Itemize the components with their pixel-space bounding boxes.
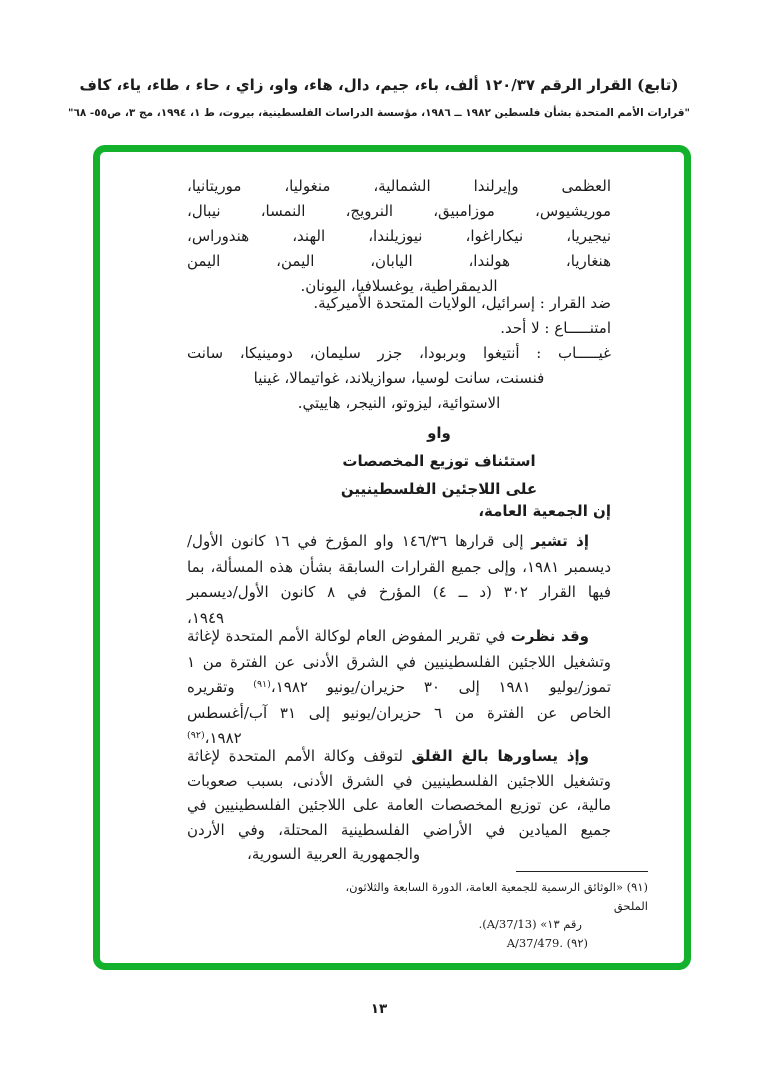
text-line: جميع الميادين في الأراضي الفلسطينية المحتلة، وفي الأردن — [187, 820, 611, 839]
absent-line: غيـــــاب : أنتيغوا وبربودا، جزر سليمان، دومينيكا، سانت — [187, 344, 611, 362]
text-line: الخاص عن الفترة من ٦ حزيران/يونيو إلى ٣١ آب/أغسطس — [187, 703, 611, 722]
text-line: فيها القرار ٣٠٢ (د ــ ٤) المؤرخ في ٨ كانون الأول/ديسمبر — [187, 583, 612, 601]
footnote-marker: (٩٢) — [566, 935, 588, 950]
text-line — [187, 675, 611, 701]
document-symbol: A/37/479. — [506, 935, 563, 950]
text-line — [187, 624, 611, 650]
page-number: ١٣ — [370, 1001, 388, 1017]
opening-phrase: إن الجمعية العامة، — [478, 502, 611, 520]
text-line: نيجيريا، نيكاراغوا، نيوزيلندا، الهند، هندوراس، — [187, 227, 611, 245]
against-line: ضد القرار : إسرائيل، الولايات المتحدة الأميركية. — [313, 294, 611, 312]
paragraph-2 — [187, 624, 611, 752]
text-segment: ١٩٨٢، — [204, 729, 242, 747]
section-title-line: استئناف توزيع المخصصات — [342, 452, 536, 470]
section-heading — [267, 419, 611, 503]
text-line: مالية، عن توزيع المخصصات العامة على اللاجئين الفلسطينيين في — [187, 796, 611, 814]
section-letter: واو — [427, 424, 451, 442]
text-line: وتشغيل اللاجئين الفلسطينيين في الشرق الأدنى، بسبب صعوبات — [187, 771, 611, 790]
footnote-divider — [516, 871, 648, 872]
paragraph-lead: وقد نظرت — [510, 627, 589, 645]
text-line: ديسمبر ١٩٨١، وإلى جميع القرارات السابقة بشأن هذه المسألة، بما — [187, 557, 611, 576]
text-line: العظمى وإيرلندا الشمالية، منغوليا، موريتانيا، — [187, 177, 611, 195]
text-line: ١٩٤٩، — [187, 608, 225, 627]
text-line — [187, 744, 611, 769]
vote-results-block — [187, 291, 611, 416]
countries-continuation-block — [187, 174, 611, 299]
text-line — [187, 529, 611, 555]
footnotes-block — [318, 878, 648, 952]
absent-line: فنسنت، سانت لوسيا، سوازيلاند، غواتيمالا، غينيا — [253, 369, 545, 387]
text-line: والجمهورية العربية السورية، — [247, 845, 421, 863]
footnote-ref-91: (٩١) — [253, 679, 271, 690]
text-line: وتشغيل اللاجئين الفلسطينيين في الشرق الأدنى عن الفترة من ١ — [187, 652, 611, 671]
footnote-91-line1: (٩١) «الوثائق الرسمية للجمعية العامة، الدورة السابعة والثلاثون، الملحق — [345, 880, 648, 913]
paragraph-lead: وإذ يساورها بالغ القلق — [411, 747, 589, 765]
text-segment: وتقريره — [187, 678, 254, 696]
text-line: موريشيوس، موزامبيق، النرويج، النمسا، نيبال، — [187, 202, 611, 220]
abstain-line: امتنـــــاع : لا أحد. — [500, 319, 611, 337]
source-citation: "قرارات الأمم المتحدة بشأن فلسطين ١٩٨٢ ــ ١٩٨٦، مؤسسة الدراسات الفلسطينية، بيروت، ط ١، ١٩٩٤، مج ٣، ص٥٥- ٦٨" — [67, 107, 691, 119]
footnote-ref-92: (٩٢) — [187, 730, 205, 741]
footnote-91-line2: رقم ١٣» (A/37/13). — [478, 917, 582, 931]
text-segment: تموز/يوليو ١٩٨١ إلى ٣٠ حزيران/يونيو ١٩٨٢، — [270, 678, 611, 696]
page-title: (تابع) القرار الرقم ١٢٠/٣٧ ألف، باء، جيم، دال، هاء، واو، زاي ، حاء ، طاء، ياء، كاف — [79, 76, 679, 94]
text-segment: لتوقف وكالة الأمم المتحدة لإغاثة — [187, 747, 412, 765]
text-segment: في تقرير المفوض العام لوكالة الأمم المتحدة لإغاثة — [187, 627, 511, 645]
paragraph-lead: إذ تشير — [531, 532, 589, 550]
text-line: هنغاريا، هولندا، اليابان، اليمن، اليمن — [187, 252, 611, 270]
absent-line: الاستوائية، ليزوتو، النيجر، هاييتي. — [297, 394, 501, 412]
footnote-92 — [318, 934, 588, 953]
text-line: الديمقراطية، يوغسلافيا، اليونان. — [300, 277, 498, 295]
paragraph-3 — [187, 744, 611, 867]
section-title-line: على اللاجئين الفلسطينيين — [340, 480, 538, 498]
text-segment: إلى قرارها ١٤٦/٣٦ واو المؤرخ في ١٦ كانون الأول/ — [187, 532, 532, 550]
paragraph-1 — [187, 529, 611, 631]
